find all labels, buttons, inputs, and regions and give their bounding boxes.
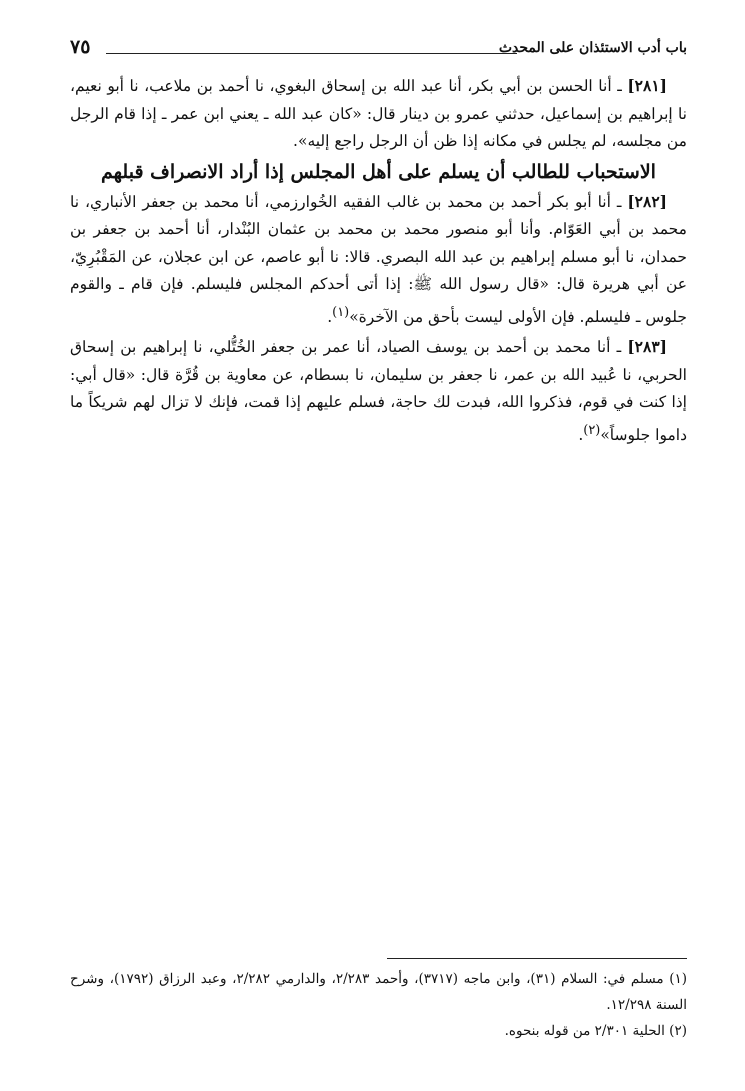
footnote-list [70, 966, 687, 1044]
main-text [70, 72, 687, 449]
hadith-281 [70, 72, 687, 156]
section-heading: الاستحباب للطالب أن يسلم على أهل المجلس إذا أراد الانصراف قبلهم [101, 160, 656, 183]
hadith-283 [70, 333, 687, 449]
header-rule [106, 53, 517, 54]
running-header [70, 36, 687, 62]
hadith-text: ـ أنا محمد بن أحمد بن يوسف الصياد، أنا عمر بن جعفر الخُتُّلي، نا إبراهيم بن إسحاق الحربي، نا عُبيد الله بن عمر، نا جعفر بن سليمان، نا بسطام، عن معاوية بن قُرَّة قال: «قال أبي: إذا كنت في قوم، فذكروا الله، فبدت لك حاجة، فسلم عليهم إذا قمت، فإنك لا تزال لهم شريكاً ما داموا جلوساً» [70, 338, 687, 444]
header-title: باب أدب الاستئذان على المحدث [498, 40, 687, 56]
footnote-2: (٢) الحلية ٢/٣٠١ من قوله بنحوه. [504, 1023, 687, 1039]
footnote-ref: (٢) [583, 422, 601, 438]
sentence-end: . [327, 307, 333, 326]
page-number: ٧٥ [70, 36, 91, 58]
hadith-282 [70, 188, 687, 332]
footnote-rule [387, 958, 687, 959]
footnote-ref: (١) [332, 304, 350, 320]
hadith-text: ـ أنا أبو بكر أحمد بن محمد بن غالب الفقيه الخُوارزمي، أنا محمد بن جعفر الأنباري، نا محمد بن أبي العَوّام. وأنا أبو منصور محمد بن محمد بن عثمان البُنْدار، أنا أحمد بن جعفر بن حمدان، نا أبو مسلم إبراهيم بن عبد الله البصري. قالا: نا أبو عاصم، عن ابن عجلان، عن المَقْبُرِيّ، عن أبي هريرة قال: «قال رسول الله ﷺ: إذا أتى أحدكم المجلس فليسلم. فإن قام ـ والقوم جلوس ـ فليسلم. فإن الأولى ليست بأحق من الآخرة» [70, 192, 687, 326]
hadith-text: ـ أنا الحسن بن أبي بكر، أنا عبد الله بن إسحاق البغوي، نا أحمد بن ملاعب، نا أبو نعيم، نا إبراهيم بن إسماعيل، حدثني عمرو بن دينار قال: «كان عبد الله ـ يعني ابن عمر ـ إذا قام الرجل من مجلسه، لم يجلس في مكانه إذا ظن أن الرجل راجع إليه». [70, 77, 687, 150]
hadith-number: [٢٨٣] [627, 337, 667, 357]
hadith-number: [٢٨١] [627, 76, 667, 95]
footnote-1: (١) مسلم في: السلام (٣١)، وابن ماجه (٣٧١٧)، وأحمد ٢/٢٨٣، والدارمي ٢/٢٨٢، وعبد الرزاق (١٧٩٢)، وشرح السنة ١٢/٢٩٨. [70, 971, 688, 1013]
sentence-end: . [578, 425, 584, 444]
hadith-number: [٢٨٢] [627, 191, 667, 211]
